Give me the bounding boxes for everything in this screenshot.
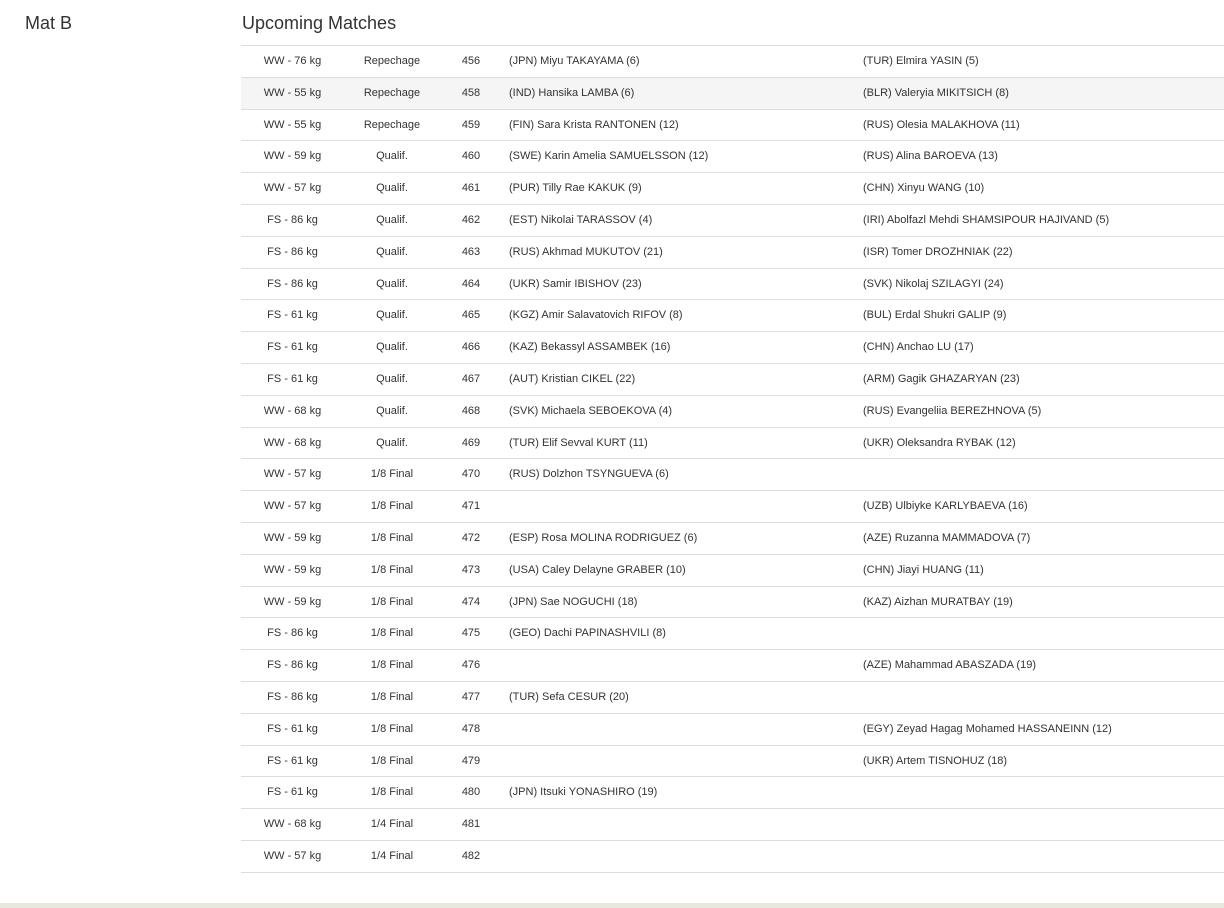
weight-class: FS - 61 kg — [267, 309, 318, 322]
round-label: Qualif. — [376, 182, 408, 195]
match-row[interactable] — [241, 746, 1224, 778]
weight-class: FS - 61 kg — [267, 786, 318, 799]
wrestler-1: (FIN) Sara Krista RANTONEN (12) — [509, 118, 679, 131]
match-number: 476 — [461, 659, 481, 672]
round-label: 1/8 Final — [370, 754, 414, 767]
wrestler-2: (SVK) Nikolaj SZILAGYI (24) — [863, 277, 1004, 290]
weight-class: WW - 68 kg — [263, 436, 322, 449]
round-label: Qualif. — [376, 309, 408, 322]
match-number: 464 — [461, 277, 481, 290]
wrestler-1: (PUR) Tilly Rae KAKUK (9) — [509, 182, 642, 195]
match-number: 469 — [461, 436, 481, 449]
wrestler-2: (RUS) Evangeliia BEREZHNOVA (5) — [863, 404, 1042, 417]
match-row[interactable] — [241, 396, 1224, 428]
weight-class: WW - 68 kg — [263, 404, 322, 417]
weight-class: FS - 86 kg — [267, 627, 318, 640]
wrestler-2: (RUS) Alina BAROEVA (13) — [863, 150, 998, 163]
match-number: 480 — [461, 786, 481, 799]
round-label: 1/4 Final — [370, 849, 414, 862]
match-row[interactable] — [241, 205, 1224, 237]
weight-class: FS - 61 kg — [267, 722, 318, 735]
match-row[interactable] — [241, 300, 1224, 332]
round-label: Qualif. — [376, 372, 408, 385]
round-label: Qualif. — [376, 436, 408, 449]
wrestler-1: (JPN) Itsuki YONASHIRO (19) — [509, 786, 658, 799]
match-row[interactable] — [241, 237, 1224, 269]
match-number: 468 — [461, 404, 481, 417]
match-row[interactable] — [241, 523, 1224, 555]
wrestler-2: (IRI) Abolfazl Mehdi SHAMSIPOUR HAJIVAND (5) — [863, 213, 1110, 226]
match-row[interactable] — [241, 682, 1224, 714]
round-label: Repechage — [363, 118, 421, 131]
wrestler-2: (CHN) Xinyu WANG (10) — [863, 182, 985, 195]
match-number: 481 — [461, 818, 481, 831]
wrestler-2: (RUS) Olesia MALAKHOVA (11) — [863, 118, 1020, 131]
round-label: Qualif. — [376, 150, 408, 163]
round-label: 1/8 Final — [370, 595, 414, 608]
match-number: 460 — [461, 150, 481, 163]
wrestler-2: (EGY) Zeyad Hagag Mohamed HASSANEINN (12) — [863, 722, 1112, 735]
wrestler-2: (CHN) Anchao LU (17) — [863, 341, 974, 354]
wrestler-1: (USA) Caley Delayne GRABER (10) — [509, 563, 686, 576]
match-row[interactable] — [241, 269, 1224, 301]
round-label: 1/8 Final — [370, 786, 414, 799]
wrestler-1: (ESP) Rosa MOLINA RODRIGUEZ (6) — [509, 531, 698, 544]
weight-class: WW - 57 kg — [263, 849, 322, 862]
wrestler-1: (KAZ) Bekassyl ASSAMBEK (16) — [509, 341, 671, 354]
weight-class: FS - 61 kg — [267, 372, 318, 385]
round-label: 1/8 Final — [370, 468, 414, 481]
weight-class: WW - 55 kg — [263, 86, 322, 99]
match-row[interactable] — [241, 714, 1224, 746]
match-number: 465 — [461, 309, 481, 322]
weight-class: FS - 86 kg — [267, 690, 318, 703]
wrestler-2: (UKR) Artem TISNOHUZ (18) — [863, 754, 1008, 767]
match-number: 479 — [461, 754, 481, 767]
wrestler-1: (TUR) Elif Sevval KURT (11) — [509, 436, 648, 449]
match-number: 470 — [461, 468, 481, 481]
match-number: 462 — [461, 213, 481, 226]
mat-title: Mat B — [25, 13, 73, 33]
match-number: 466 — [461, 341, 481, 354]
weight-class: FS - 86 kg — [267, 659, 318, 672]
match-number: 461 — [461, 182, 481, 195]
round-label: 1/8 Final — [370, 659, 414, 672]
wrestler-1: (IND) Hansika LAMBA (6) — [509, 86, 635, 99]
weight-class: WW - 55 kg — [263, 118, 322, 131]
match-row[interactable] — [241, 332, 1224, 364]
round-label: 1/8 Final — [370, 531, 414, 544]
match-number: 471 — [461, 500, 481, 513]
match-row[interactable] — [241, 618, 1224, 650]
match-number: 477 — [461, 690, 481, 703]
weight-class: FS - 86 kg — [267, 213, 318, 226]
match-number: 458 — [461, 86, 481, 99]
match-number: 456 — [461, 55, 481, 67]
match-number: 473 — [461, 563, 481, 576]
weight-class: WW - 76 kg — [263, 55, 322, 67]
match-row[interactable] — [241, 46, 1224, 78]
match-row[interactable] — [241, 428, 1224, 460]
wrestler-1: (KGZ) Amir Salavatovich RIFOV (8) — [509, 309, 683, 322]
wrestler-1: (GEO) Dachi PAPINASHVILI (8) — [509, 627, 666, 640]
wrestler-2: (UZB) Ulbiyke KARLYBAEVA (16) — [863, 500, 1028, 513]
weight-class: WW - 59 kg — [263, 563, 322, 576]
wrestler-1: (JPN) Sae NOGUCHI (18) — [509, 595, 638, 608]
match-number: 482 — [461, 849, 481, 862]
wrestler-1: (JPN) Miyu TAKAYAMA (6) — [509, 55, 640, 67]
round-label: 1/8 Final — [370, 563, 414, 576]
match-number: 478 — [461, 722, 481, 735]
wrestler-1: (AUT) Kristian CIKEL (22) — [509, 372, 636, 385]
match-row[interactable] — [241, 173, 1224, 205]
wrestler-2: (BLR) Valeryia MIKITSICH (8) — [863, 86, 1009, 99]
round-label: 1/8 Final — [370, 690, 414, 703]
weight-class: WW - 59 kg — [263, 595, 322, 608]
weight-class: FS - 86 kg — [267, 277, 318, 290]
round-label: 1/8 Final — [370, 627, 414, 640]
match-row[interactable] — [241, 491, 1224, 523]
round-label: Qualif. — [376, 404, 408, 417]
wrestler-1: (RUS) Dolzhon TSYNGUEVA (6) — [509, 468, 669, 481]
match-row[interactable] — [241, 110, 1224, 142]
round-label: Qualif. — [376, 277, 408, 290]
weight-class: FS - 86 kg — [267, 245, 318, 258]
match-number: 475 — [461, 627, 481, 640]
wrestler-2: (TUR) Elmira YASIN (5) — [863, 55, 979, 67]
weight-class: FS - 61 kg — [267, 754, 318, 767]
wrestler-2: (CHN) Jiayi HUANG (11) — [863, 563, 984, 576]
wrestler-2: (UKR) Oleksandra RYBAK (12) — [863, 436, 1016, 449]
wrestler-2: (KAZ) Aizhan MURATBAY (19) — [863, 595, 1013, 608]
round-label: 1/8 Final — [370, 500, 414, 513]
match-row[interactable] — [241, 78, 1224, 110]
match-row[interactable] — [241, 141, 1224, 173]
wrestler-2: (BUL) Erdal Shukri GALIP (9) — [863, 309, 1007, 322]
wrestler-2: (ISR) Tomer DROZHNIAK (22) — [863, 245, 1013, 258]
weight-class: FS - 61 kg — [267, 341, 318, 354]
wrestler-1: (UKR) Samir IBISHOV (23) — [509, 277, 642, 290]
weight-class: WW - 59 kg — [263, 150, 322, 163]
match-row[interactable] — [241, 555, 1224, 587]
section-title: Upcoming Matches — [242, 13, 397, 33]
match-row[interactable] — [241, 587, 1224, 619]
round-label: Qualif. — [376, 213, 408, 226]
round-label: Repechage — [363, 55, 421, 67]
match-row[interactable] — [241, 364, 1224, 396]
weight-class: WW - 68 kg — [263, 818, 322, 831]
match-number: 467 — [461, 372, 481, 385]
horizontal-scrollbar[interactable] — [0, 903, 1224, 908]
weight-class: WW - 57 kg — [263, 182, 322, 195]
wrestler-2: (ARM) Gagik GHAZARYAN (23) — [863, 372, 1020, 385]
match-number: 459 — [461, 118, 481, 131]
wrestler-1: (SWE) Karin Amelia SAMUELSSON (12) — [509, 150, 709, 163]
match-row[interactable] — [241, 777, 1224, 809]
wrestler-2: (AZE) Ruzanna MAMMADOVA (7) — [863, 531, 1031, 544]
round-label: Qualif. — [376, 245, 408, 258]
wrestler-1: (SVK) Michaela SEBOEKOVA (4) — [509, 404, 673, 417]
match-number: 474 — [461, 595, 481, 608]
match-number: 463 — [461, 245, 481, 258]
round-label: Repechage — [363, 86, 421, 99]
match-row[interactable] — [241, 841, 1224, 873]
wrestler-1: (EST) Nikolai TARASSOV (4) — [509, 213, 653, 226]
round-label: 1/4 Final — [370, 818, 414, 831]
wrestler-1: (TUR) Sefa CESUR (20) — [509, 690, 629, 703]
wrestler-1: (RUS) Akhmad MUKUTOV (21) — [509, 245, 663, 258]
round-label: Qualif. — [376, 341, 408, 354]
matches-table — [241, 45, 1224, 873]
match-row[interactable] — [241, 459, 1224, 491]
match-row[interactable] — [241, 809, 1224, 841]
weight-class: WW - 57 kg — [263, 468, 322, 481]
match-row[interactable] — [241, 650, 1224, 682]
weight-class: WW - 59 kg — [263, 531, 322, 544]
round-label: 1/8 Final — [370, 722, 414, 735]
match-number: 472 — [461, 531, 481, 544]
weight-class: WW - 57 kg — [263, 500, 322, 513]
wrestler-2: (AZE) Mahammad ABASZADA (19) — [863, 659, 1036, 672]
